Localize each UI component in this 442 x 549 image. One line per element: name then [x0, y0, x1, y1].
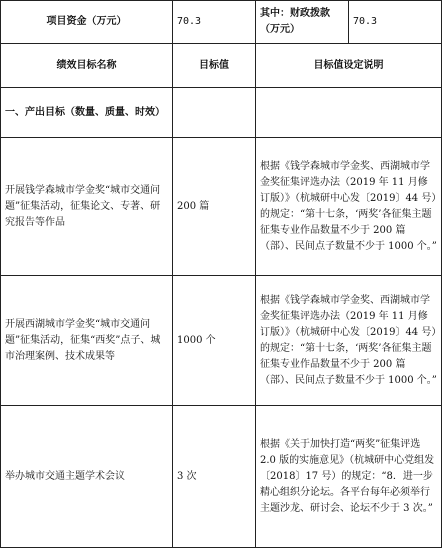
- target-name: 开展钱学森城市学金奖“城市交通问题”征集活动，征集论文、专著、研究报告等作品: [1, 138, 173, 276]
- table-row: [1, 276, 442, 406]
- target-value: 3 次: [173, 406, 256, 548]
- section-title: 一、产出目标（数量、质量、时效）: [1, 88, 173, 138]
- funding-value: 70.3: [173, 1, 256, 44]
- target-value: 1000 个: [173, 276, 256, 406]
- header-target: 目标值: [173, 44, 256, 88]
- target-desc: 根据《钱学森城市学金奖、西湖城市学金奖征集评选办法（2019 年 11 月修订版）》（杭城研中心发〔2019〕44 号）的规定：“第十七条，‘两奖’各征集主题征集专业作品数量不少于 200 篇（部）、民间点子数量不少于 1000 个。”: [256, 276, 442, 406]
- fiscal-funding-value: 70.3: [349, 1, 442, 44]
- target-name: 举办城市交通主题学术会议: [1, 406, 173, 548]
- table-row: [1, 406, 442, 548]
- fiscal-funding-label: 其中：财政拨款（万元）: [256, 1, 349, 44]
- section-target-empty: [173, 88, 256, 138]
- header-desc: 目标值设定说明: [256, 44, 442, 88]
- table-row: [1, 138, 442, 276]
- header-row: [1, 44, 442, 88]
- funding-row: [1, 1, 442, 44]
- target-value: 200 篇: [173, 138, 256, 276]
- funding-label: 项目资金（万元）: [1, 1, 173, 44]
- target-name: 开展西湖城市学金奖“城市交通问题”征集活动，征集“西奖”点子、城市治理案例、技术成果等: [1, 276, 173, 406]
- section-desc-empty: [256, 88, 442, 138]
- section-row: [1, 88, 442, 138]
- header-name: 绩效目标名称: [1, 44, 173, 88]
- target-desc: 根据《钱学森城市学金奖、西湖城市学金奖征集评选办法（2019 年 11 月修订版）》（杭城研中心发〔2019〕44 号）的规定：“第十七条，‘两奖’各征集主题征集专业作品数量不少于 200 篇（部）、民间点子数量不少于 1000 个。”: [256, 138, 442, 276]
- target-desc: 根据《关于加快打造“两奖”征集评选 2.0 版的实施意见》（杭城研中心党组发〔2018〕17 号）的规定：“8．进一步精心组织分论坛。各平台每年必须举行主题沙龙、研讨会、论坛不少于 3 次。”: [256, 406, 442, 548]
